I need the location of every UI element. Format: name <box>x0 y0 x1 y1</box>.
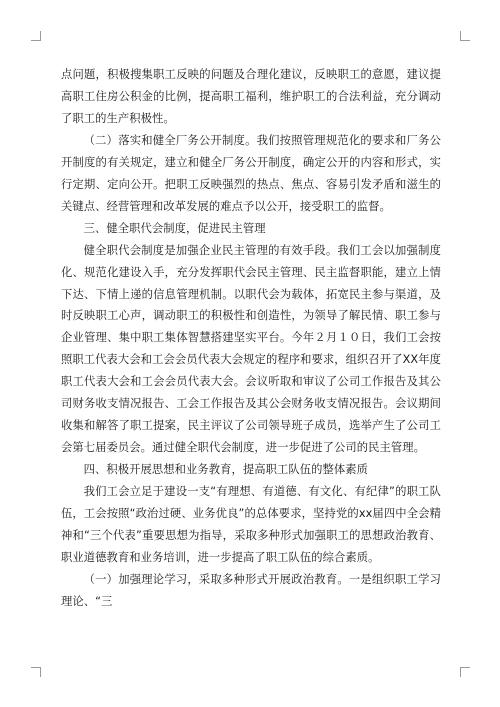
paragraph-factory-openness: （二）落实和健全厂务公开制度。我们按照管理规范化的要求和厂务公开制度的有关规定，建立和健全厂务公开制度，确定公开的内容和形式，实行定期、定向公开。把职工反映强烈的热点、焦点、容易引发矛盾和滋生的关键点、经营管理和改革发展的难点予以公开，接受职工的监督。 <box>61 133 441 213</box>
crop-mark-bottom-right <box>460 667 470 677</box>
crop-mark-top-right <box>460 31 470 41</box>
document-page <box>61 64 441 613</box>
paragraph-theory-study: （一）加强理论学习，采取多种形式开展政治教育。一是组织职工学习理论、“三 <box>61 572 441 608</box>
crop-mark-bottom-left <box>31 667 41 677</box>
paragraph-education: 我们工会立足于建设一支“有理想、有道德、有文化、有纪律”的职工队伍，工会按照“政治过硬、业务优良”的总体要求，坚持党的xx届四中全会精神和“三个代表”重要思想为指导，采取多种形式加强职工的思想政治教育、职业道德教育和业务培训，进一步提高了职工队伍的综合素质。 <box>61 485 441 564</box>
crop-mark-top-left <box>31 31 41 41</box>
paragraph-workers-congress: 健全职代会制度是加强企业民主管理的有效手段。我们工会以加强制度化、规范化建设入手，充分发挥职代会民主管理、民主监督职能，建立上情下达、下情上递的信息管理机制。以职代会为载体，拓宽民主参与渠道，及时反映职工心声，调动职工的积极性和创造性，为领导了解民情、职工参与企业管理、集中职工集体智慧搭建坚实平台。今年２月１０日，我们工会按照职工代表大会和工会会员代表大会规定的程序和要求，组织召开了XX年度职工代表大会和工会会员代表大会。会议听取和审议了公司工作报告及其公司财务收支情况报告、工会工作报告及其公会财务收支情况报告。会议期间收集和解答了职工提案，民主评议了公司领导班子成员，选举产生了公司工会第七届委员会。通过健全职代会制度，进一步促进了公司的民主管理。 <box>61 243 441 455</box>
section-heading-4: 四、积极开展思想和业务教育，提高职工队伍的整体素质 <box>83 463 369 477</box>
paragraph-continued: 点问题，积极搜集职工反映的问题及合理化建议，反映职工的意愿，建议提高职工住房公积金的比例，提高职工福利，维护职工的合法利益，充分调动了职工的生产积极性。 <box>61 68 441 125</box>
section-heading-3: 三、健全职代会制度，促进民主管理 <box>83 221 266 235</box>
